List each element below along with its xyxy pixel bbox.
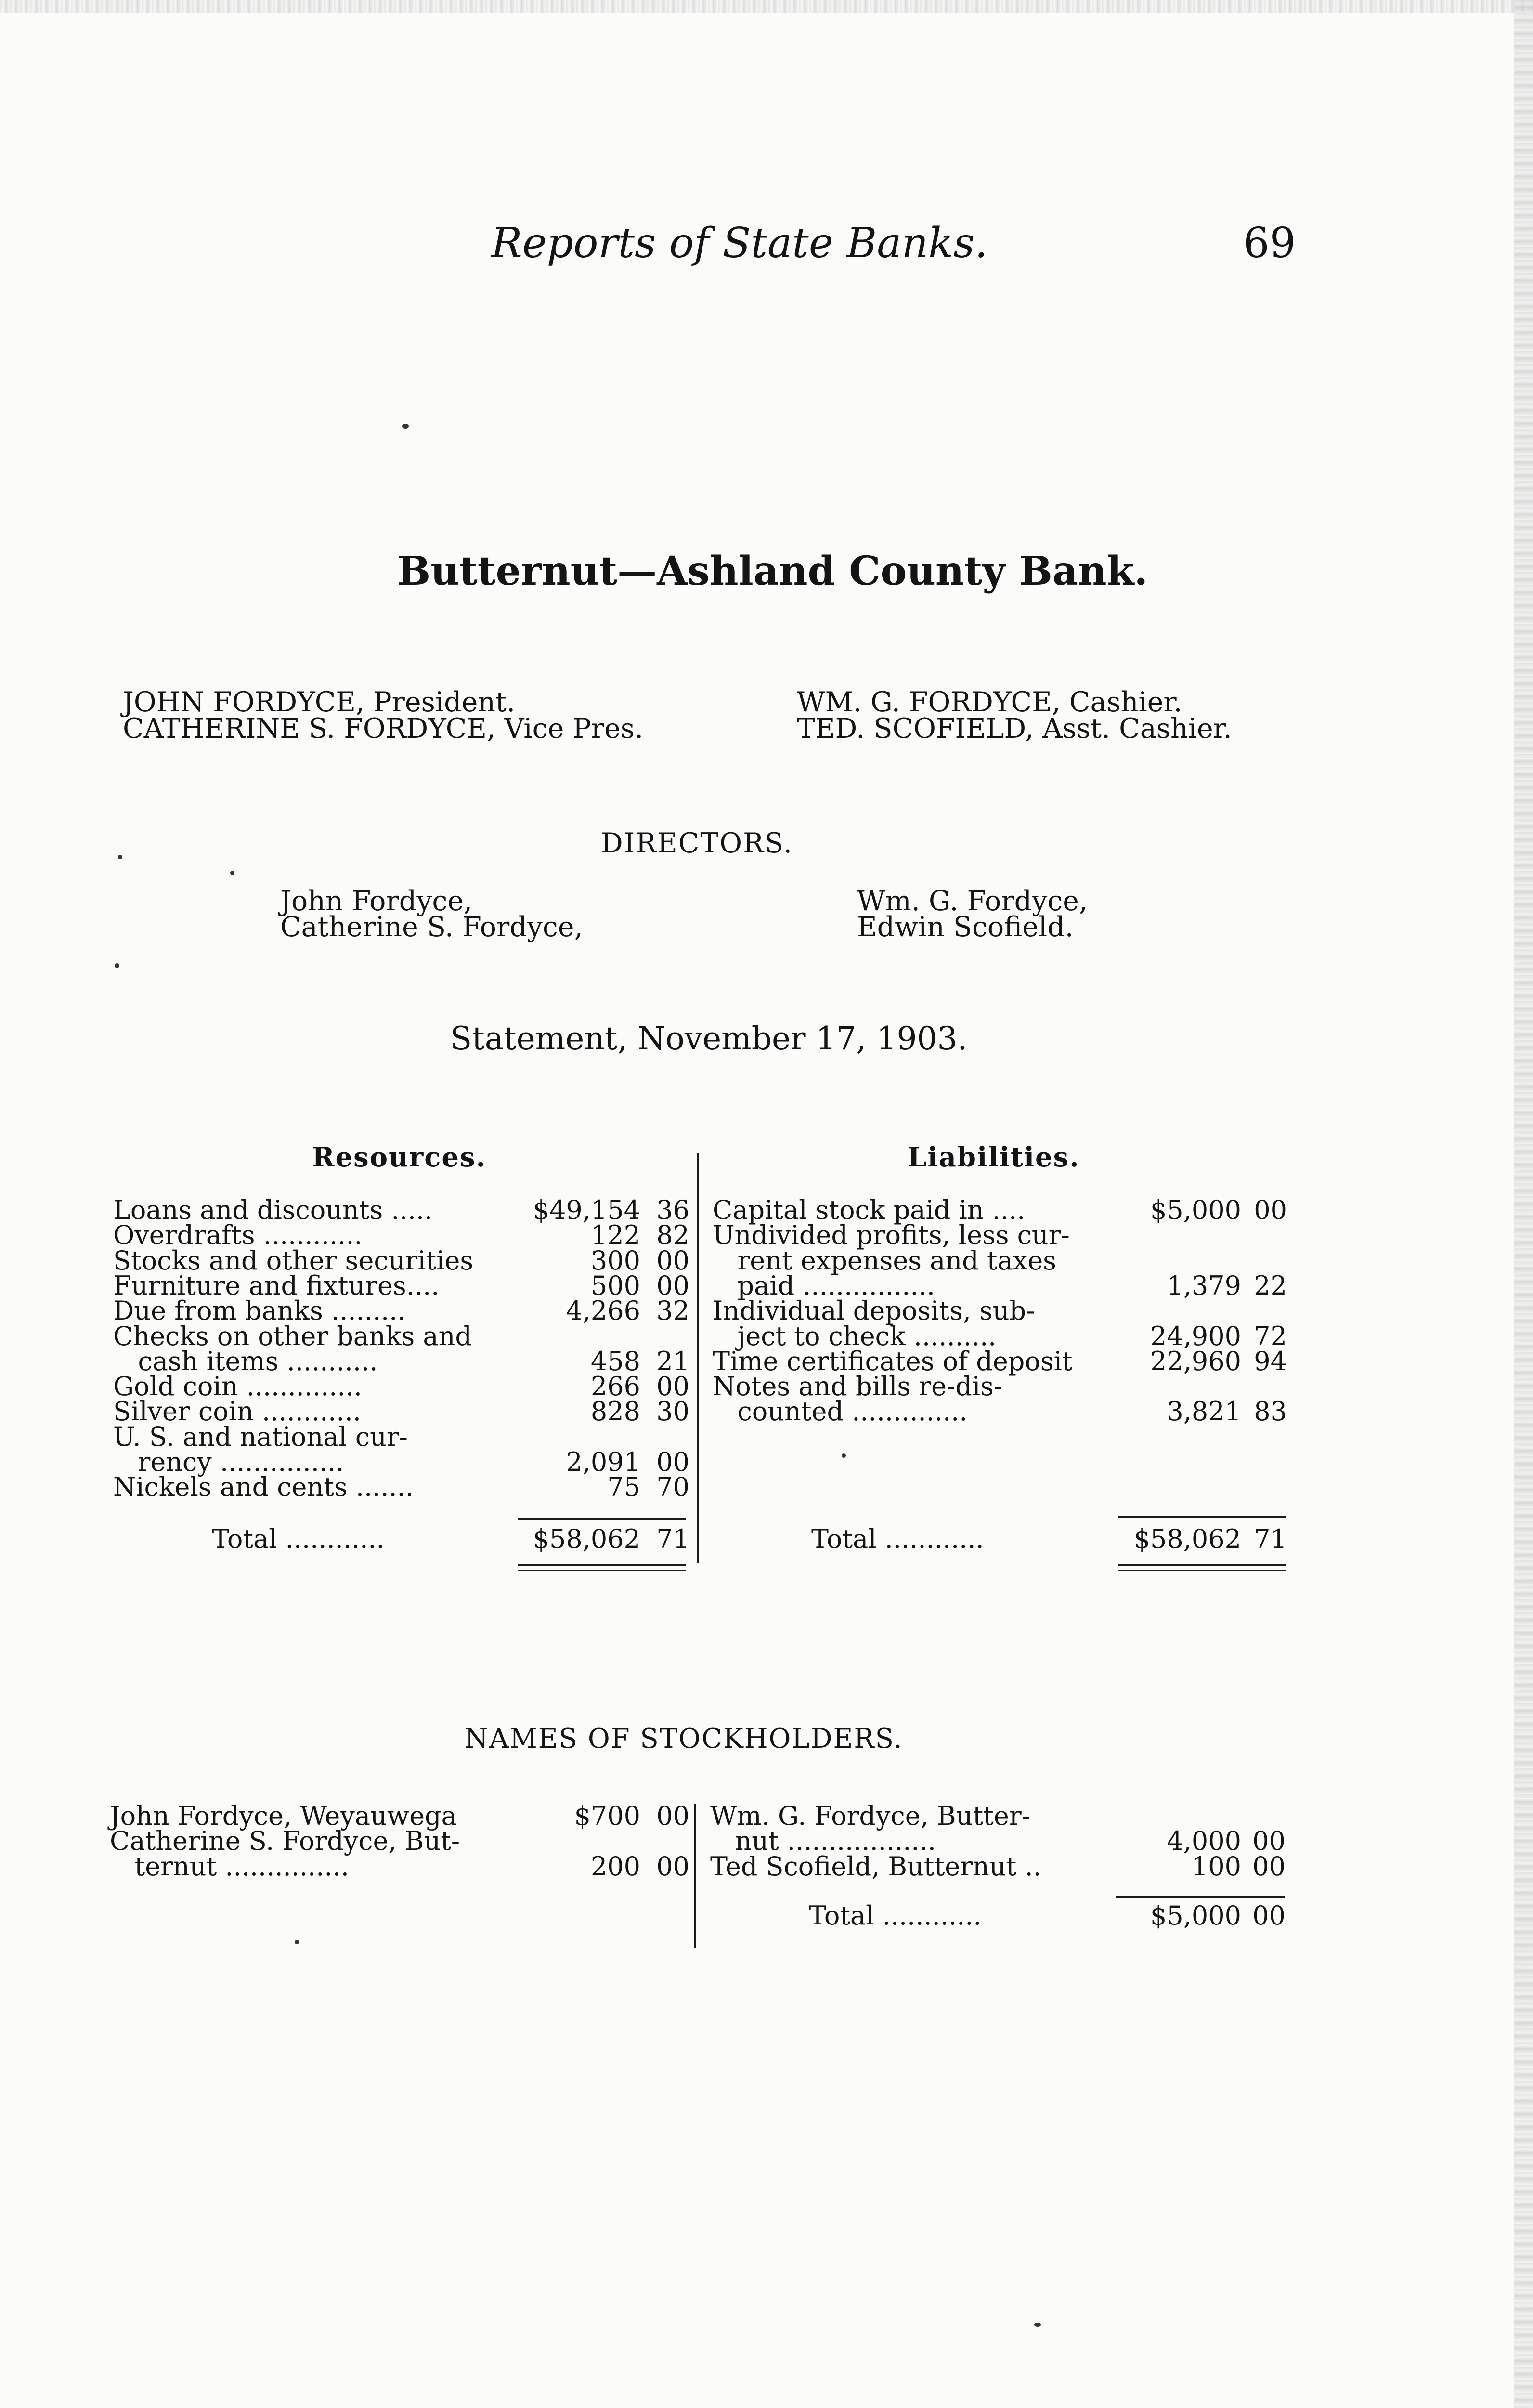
resource-row-cents: 00 [656,1245,689,1276]
liability-row [0,1346,1533,1376]
stockholder-row-dollars: 200 [590,1851,640,1882]
liability-row-label: Capital stock paid in .... [713,1195,1026,1225]
liabilities-double-rule [1118,1564,1286,1566]
resource-row-dollars: 500 [590,1270,640,1301]
resource-row-dollars: 266 [590,1371,640,1402]
resource-row-label: cash items ........... [113,1346,378,1376]
liabilities-total [0,1524,1533,1554]
resource-row-label: Loans and discounts ..... [113,1195,433,1225]
stockholder-row-cents: 00 [656,1801,689,1831]
liability-row-label: paid ................ [713,1270,935,1301]
stockholders-total-dollars: $5,000 [1150,1900,1241,1931]
resource-row-dollars: 2,091 [566,1447,640,1477]
resource-row-cents: 00 [656,1270,689,1301]
liability-row [0,1396,1533,1427]
resource-row-label: Nickels and cents ....... [113,1472,414,1503]
resource-row-cents: 32 [656,1296,689,1326]
resource-row-cents: 30 [656,1396,689,1427]
stockholders-total-rule [1116,1896,1285,1898]
liabilities-double-rule [1118,1570,1286,1571]
resource-row-cents: 21 [656,1346,689,1376]
resource-row-dollars: 75 [607,1472,640,1503]
stockholder-row-cents: 00 [656,1851,689,1882]
resource-row-cents: 70 [656,1472,689,1503]
liability-row [0,1296,1533,1326]
resources-total-dollars: $58,062 [533,1524,640,1554]
liability-row-cents: 72 [1254,1321,1287,1351]
resource-row-cents: 00 [656,1447,689,1477]
liability-row-label: counted .............. [713,1396,968,1427]
stockholders-total-cents: 00 [1252,1900,1286,1931]
scan-speck [295,1940,299,1944]
stockholder-row-dollars: 4,000 [1167,1826,1241,1857]
scan-top-edge [0,0,1533,13]
page-number: 69 [1243,219,1296,267]
resource-row [0,1421,1533,1452]
liability-row-cents: 00 [1254,1195,1287,1225]
liability-row-label: Individual deposits, sub- [713,1296,1035,1326]
liability-row-label: rent expenses and taxes [713,1245,1056,1276]
center-divider [697,1153,699,1563]
resources-total-cents: 71 [656,1524,689,1554]
scan-speck [118,855,122,859]
stockholder-row-cents: 00 [1252,1826,1286,1857]
liabilities-total-label: Total ............ [811,1524,984,1554]
stockholder-row-dollars: $700 [574,1801,640,1831]
stockholders-heading: NAMES OF STOCKHOLDERS. [465,1723,903,1754]
liability-row-cents: 94 [1254,1346,1287,1376]
stockholders-divider [694,1804,696,1948]
liability-row [0,1245,1533,1276]
liability-row-dollars: 1,379 [1167,1270,1241,1301]
officer-asst-cashier: TED. SCOFIELD, Asst. Cashier. [797,713,1232,745]
resource-row [0,1472,1533,1503]
liability-row-cents: 22 [1254,1270,1287,1301]
resource-row-label: Gold coin .............. [113,1371,362,1402]
stockholder-row [0,1801,1533,1831]
resource-row-label: Overdrafts ............ [113,1220,363,1251]
officer-cashier: WM. G. FORDYCE, Cashier. [797,686,1182,718]
liabilities-total-dollars: $58,062 [1133,1524,1241,1554]
stockholder-row-label: nut .................. [710,1826,936,1857]
resource-row-label: U. S. and national cur- [113,1421,408,1452]
directors-heading: DIRECTORS. [601,827,793,859]
running-title: Reports of State Banks. [491,219,988,267]
director-name: Wm. G. Fordyce, [857,885,1088,917]
stockholder-row [0,1826,1533,1857]
stockholders-total [0,1900,1533,1931]
liability-row-cents: 83 [1254,1396,1287,1427]
liabilities-total-rule [1118,1516,1286,1518]
resources-total-rule [518,1518,686,1520]
resource-row-dollars: $49,154 [533,1195,640,1225]
liability-row [0,1220,1533,1251]
resources-heading: Resources. [312,1141,487,1173]
officer-vice-president: CATHERINE S. FORDYCE, Vice Pres. [123,713,644,745]
resource-row-cents: 82 [656,1220,689,1251]
stockholder-row-label: Wm. G. Fordyce, Butter- [710,1801,1030,1831]
resource-row-cents: 00 [656,1371,689,1402]
liability-row-label: Time certificates of deposit [713,1346,1073,1376]
liability-row-dollars: 22,960 [1150,1346,1241,1376]
stockholder-row [0,1851,1533,1882]
liability-row-dollars: $5,000 [1150,1195,1241,1225]
liability-row [0,1270,1533,1301]
scan-speck [842,1453,846,1458]
resource-row-label: rency ............... [113,1447,344,1477]
liability-row-label: ject to check .......... [713,1321,997,1351]
liability-row [0,1195,1533,1225]
director-name: John Fordyce, [280,885,473,917]
stockholder-row-label: ternut ............... [110,1851,349,1882]
stockholder-row-cents: 00 [1252,1851,1286,1882]
officer-president: JOHN FORDYCE, President. [123,686,516,718]
director-name: Catherine S. Fordyce, [280,911,583,943]
resource-row-dollars: 828 [590,1396,640,1427]
scan-speck [402,424,409,429]
resource-row-label: Checks on other banks and [113,1321,472,1351]
statement-title: Statement, November 17, 1903. [450,1020,968,1057]
resource-row-dollars: 122 [590,1220,640,1251]
stockholder-row-label: Catherine S. Fordyce, But- [110,1826,460,1857]
resource-row-label: Due from banks ......... [113,1296,406,1326]
liability-row-dollars: 24,900 [1150,1321,1241,1351]
liabilities-total-cents: 71 [1254,1524,1287,1554]
scan-speck [230,871,234,875]
resource-row-dollars: 300 [590,1245,640,1276]
liabilities-heading: Liabilities. [908,1141,1080,1173]
liability-row [0,1321,1533,1351]
resources-double-rule [518,1570,686,1571]
resource-row [0,1447,1533,1477]
liability-row-dollars: 3,821 [1167,1396,1241,1427]
liability-row [0,1371,1533,1402]
resource-row-label: Stocks and other securities [113,1245,474,1276]
resources-total-label: Total ............ [212,1524,385,1554]
stockholders-total-label: Total ............ [809,1900,982,1931]
stockholder-row-dollars: 100 [1191,1851,1241,1882]
scan-speck [115,963,119,968]
scan-speck [1034,2323,1041,2327]
resource-row-label: Furniture and fixtures.... [113,1270,440,1301]
liability-row-label: Undivided profits, less cur- [713,1220,1070,1251]
stockholder-row-label: John Fordyce, Weyauwega [110,1801,457,1831]
resource-row-dollars: 458 [590,1346,640,1376]
liability-row-label: Notes and bills re-dis- [713,1371,1003,1402]
resource-row-label: Silver coin ............ [113,1396,361,1427]
resource-row-dollars: 4,266 [566,1296,640,1326]
stockholder-row-label: Ted Scofield, Butternut .. [710,1851,1041,1882]
director-name: Edwin Scofield. [857,911,1074,943]
resource-row-cents: 36 [656,1195,689,1225]
bank-title: Butternut—Ashland County Bank. [397,548,1148,594]
resources-double-rule [518,1564,686,1566]
